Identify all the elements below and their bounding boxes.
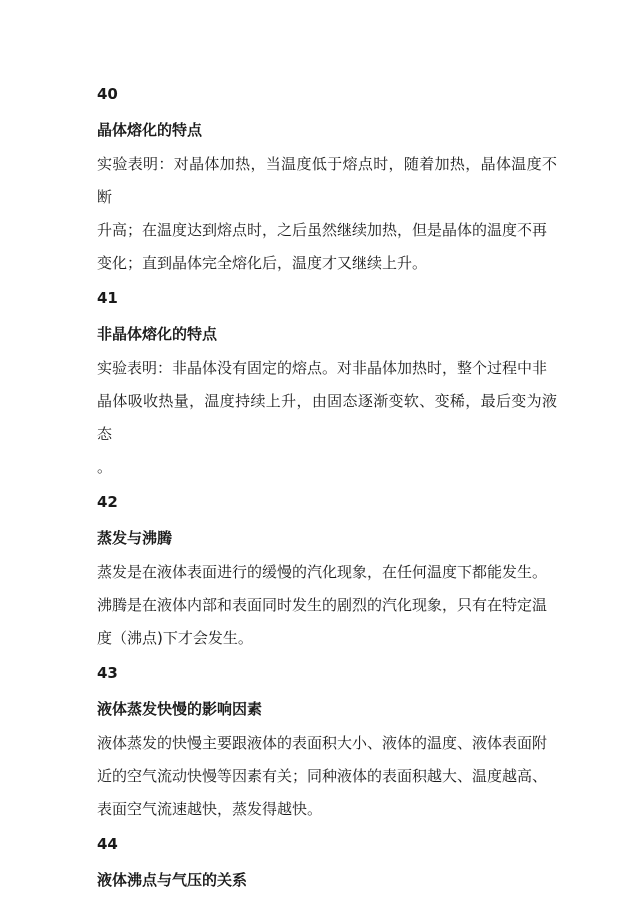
section-body-line: 度（沸点)下才会发生。	[97, 629, 253, 647]
section-number: 40	[97, 85, 118, 103]
section-body-line: 液体蒸发的快慢主要跟液体的表面积大小、液体的温度、液体表面附	[97, 734, 548, 752]
section-number: 42	[97, 493, 118, 511]
section-title: 晶体熔化的特点	[97, 121, 203, 139]
section-title: 液体沸点与气压的关系	[97, 871, 248, 889]
section-40	[97, 80, 557, 280]
section-body-line: 实验表明：对晶体加热，当温度低于熔点时，随着加热，晶体温度不断	[97, 155, 557, 206]
section-body-line: 近的空气流动快慢等因素有关；同种液体的表面积越大、温度越高、	[97, 767, 548, 785]
section-body-line: 。	[97, 458, 113, 476]
section-title: 蒸发与沸腾	[97, 529, 173, 547]
section-43	[97, 659, 557, 826]
section-number: 44	[97, 835, 118, 853]
section-body-line: 实验表明：非晶体没有固定的熔点。对非晶体加热时，整个过程中非	[97, 359, 548, 377]
section-title: 液体蒸发快慢的影响因素	[97, 700, 263, 718]
section-body-line: 升高；在温度达到熔点时，之后虽然继续加热，但是晶体的温度不再	[97, 221, 548, 239]
section-body-line: 表面空气流速越快，蒸发得越快。	[97, 800, 323, 818]
section-number: 43	[97, 664, 118, 682]
section-body-line: 变化；直到晶体完全熔化后，温度才又继续上升。	[97, 254, 428, 272]
section-body-line: 沸腾是在液体内部和表面同时发生的剧烈的汽化现象，只有在特定温	[97, 596, 548, 614]
section-42	[97, 488, 557, 655]
section-44	[97, 830, 557, 894]
document-page	[97, 80, 557, 898]
section-body-line: 蒸发是在液体表面进行的缓慢的汽化现象，在任何温度下都能发生。	[97, 563, 548, 581]
section-title: 非晶体熔化的特点	[97, 325, 218, 343]
section-41	[97, 284, 557, 484]
section-number: 41	[97, 289, 118, 307]
section-body-line: 晶体吸收热量，温度持续上升，由固态逐渐变软、变稀，最后变为液态	[97, 392, 557, 443]
